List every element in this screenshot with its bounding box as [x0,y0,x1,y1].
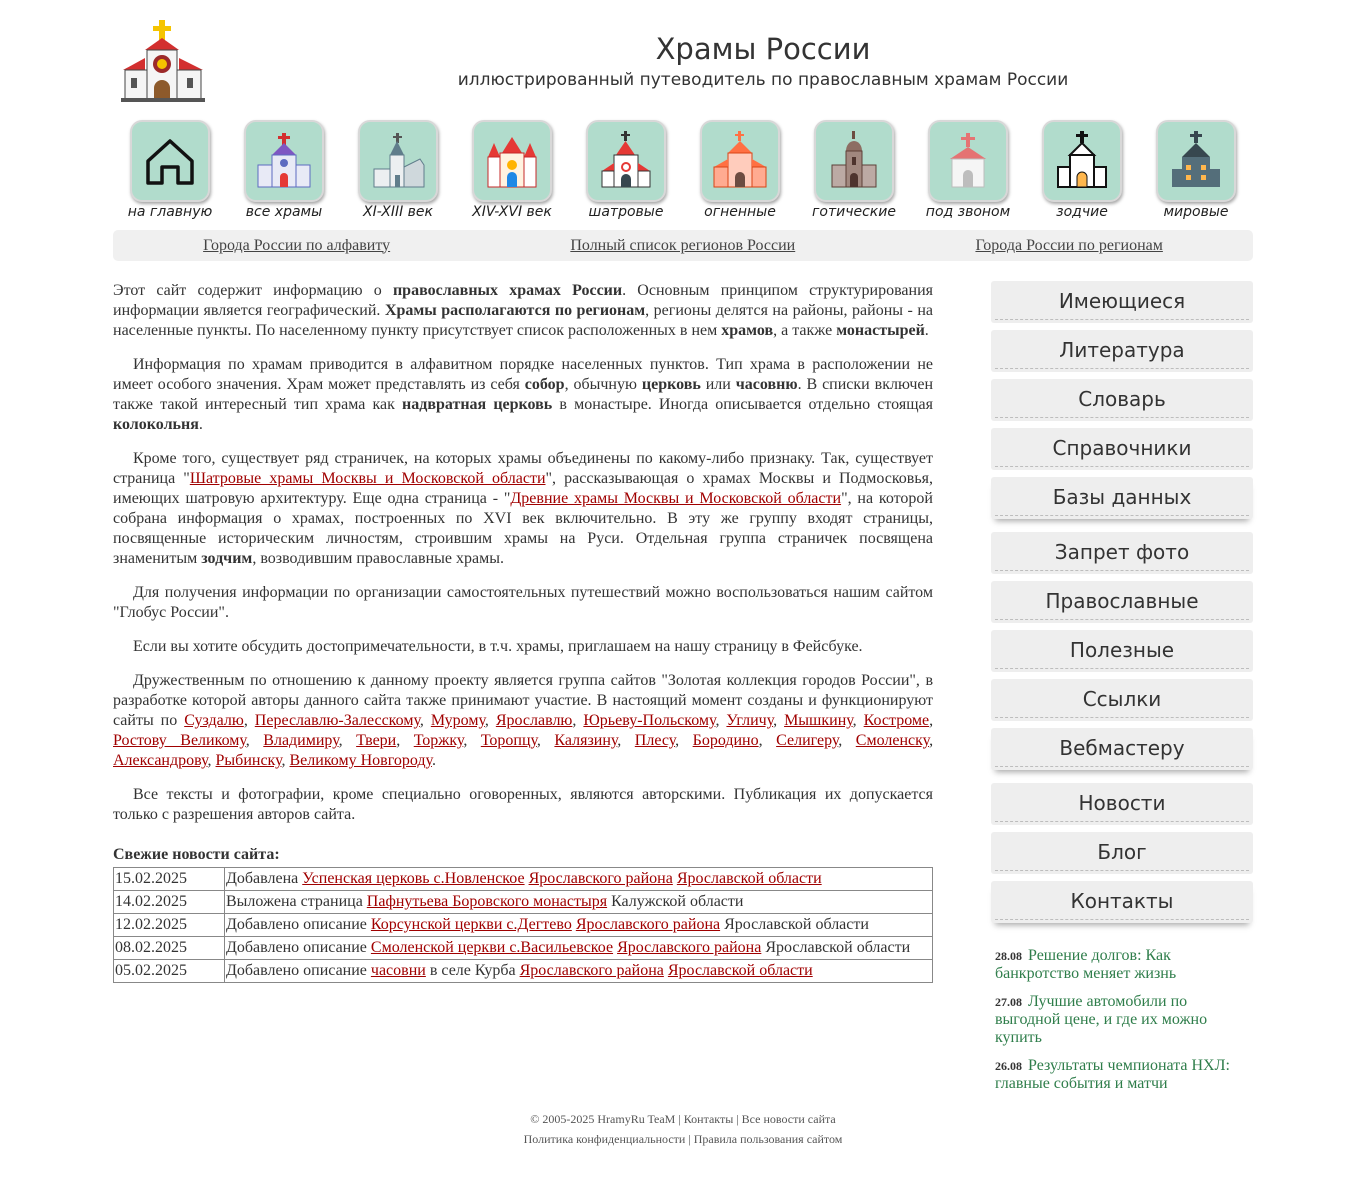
city-link[interactable]: Великому Новгороду [289,752,432,769]
church-icon [366,129,430,193]
nav-tile[interactable] [928,120,1008,202]
text: Этот сайт содержит информацию о [113,282,393,299]
news-text [225,960,933,983]
partner-sites-paragraph [113,671,933,771]
text: . В списки включен также такой интересный тип храма как [113,376,934,413]
home-icon [138,129,202,193]
news-text [225,914,933,937]
city-link[interactable]: Торопцу [480,732,537,749]
sidebar-item-contacts[interactable]: Контакты [991,881,1253,923]
news-link[interactable]: Пафнутьева Боровского монастыря [366,893,608,910]
copyright-paragraph: Все тексты и фотографии, кроме специально оговоренных, являются авторскими. Публикация их допускается только с разрешения авторов сайта. [113,786,933,823]
separator: , [463,732,481,749]
text: . [924,322,929,339]
nav-label: огненные [704,204,776,220]
text: . [198,416,203,433]
separator: , [617,732,635,749]
news-link[interactable]: Ярославского района [528,870,673,887]
nav-label: на главную [127,204,213,220]
text: Информация по храмам приводится в алфавитном порядке населенных пунктов. Тип храма в расположении не имеет особого значения. Храм может представлять из себя [113,356,933,393]
city-link[interactable]: Переславлю-Залесскому [254,712,420,729]
nav-tile[interactable] [1156,120,1236,202]
nav-tile[interactable] [358,120,438,202]
text: Кроме того, существует ряд страничек, на которых храмы объединены по какому-либо признаку. Так, существует страница " [113,450,933,487]
bold-text: часовню [735,376,798,393]
site-subtitle: иллюстрированный путеводитель по православным храмам России [457,70,1069,90]
city-link[interactable]: Юрьеву-Польскому [583,712,716,729]
nav-fiery[interactable] [683,120,797,230]
separator: , [419,712,431,729]
church-icon [822,129,886,193]
city-link[interactable]: Мышкину [784,712,853,729]
city-link[interactable]: Калязину [554,732,618,749]
sidebar-ads [991,947,1253,1093]
news-row [114,891,933,914]
footer-privacy-link[interactable]: Политика конфиденциальности [523,1132,686,1146]
icon-nav [113,110,1253,230]
nav-home[interactable] [113,120,227,230]
bold-text: монастырей [836,322,925,339]
news-link[interactable]: Ярославской области [667,962,813,979]
news-row [114,914,933,937]
sidebar-item-available[interactable]: Имеющиеся [991,281,1253,323]
text: Калужской области [607,893,744,910]
footer-terms-link[interactable]: Правила пользования сайтом [693,1132,843,1146]
footer [113,1109,1253,1149]
separator: , [338,732,357,749]
city-link[interactable]: Мурому [430,712,485,729]
city-link[interactable]: Ростову Великому [113,732,246,749]
groups-paragraph [113,449,933,569]
city-link[interactable]: Смоленску [855,732,930,749]
text: , регионы делятся на районы, районы - на населенные пункты. По населенному пункту присутствует список расположенных в нем [113,302,934,339]
bold-text: зодчим [201,550,253,567]
nav-world[interactable] [1139,120,1253,230]
news-date: 12.02.2025 [114,914,225,937]
separator: | [733,1112,742,1126]
link-all-regions[interactable]: Полный список регионов России [570,236,796,254]
site-header [113,0,1253,110]
text: Добавлено описание [226,939,371,956]
separator: , [207,752,216,769]
link-tented-churches[interactable]: Шатровые храмы Москвы и Московской области [189,470,546,487]
sidebar-item-webmaster[interactable]: Вебмастеру [991,728,1253,770]
nav-label: под звоном [925,204,1011,220]
bold-text: храмов [721,322,774,339]
news-row [114,960,933,983]
nav-tile[interactable] [244,120,324,202]
ad-item [995,993,1253,1047]
ad-link[interactable]: Результаты чемпионата НХЛ: главные события и матчи [995,1057,1230,1092]
city-link[interactable]: Александрову [113,752,208,769]
city-link[interactable]: Костроме [863,712,930,729]
nav-bell[interactable] [911,120,1025,230]
separator: , [675,732,693,749]
sidebar-item-news[interactable]: Новости [991,783,1253,825]
nav-label: готические [812,204,896,220]
city-link[interactable]: Владимиру [263,732,339,749]
text: Добавлена [226,870,303,887]
text: Дружественным по отношению к данному проекту является группа сайтов "Золотая коллекция городов России", в разработке которой авторы данного сайта также принимают участие. В настоящий момент созданы и функционируют сайты по [113,672,933,729]
footer-all-news-link[interactable]: Все новости сайта [741,1112,836,1126]
nav-all-churches[interactable] [227,120,341,230]
sidebar-item-links[interactable]: Ссылки [991,679,1253,721]
separator: , [536,732,555,749]
separator: , [838,732,856,749]
text: Выложена страница [226,893,367,910]
church-logo-icon[interactable] [121,18,205,102]
sidebar [991,281,1253,1103]
bold-text: собор [524,376,565,393]
text: ", рассказывающая о храмах Москвы и Подмосковья, имеющих шатровую архитектуру. Еще одна страница - " [113,470,934,507]
ad-date: 26.08 [995,1059,1022,1073]
nav-tile[interactable] [472,120,552,202]
news-link[interactable]: Смоленской церкви с.Васильевское [370,939,614,956]
news-table [113,867,933,983]
nav-label: XI-XIII век [362,204,434,220]
ad-item [995,947,1253,983]
nav-tile[interactable] [1042,120,1122,202]
bold-text: колокольня [113,416,199,433]
city-link[interactable]: Ярославлю [495,712,573,729]
footer-line-1 [113,1109,1253,1129]
site-title: Храмы России [655,32,871,66]
link-cities-alphabet[interactable]: Города России по алфавиту [203,236,391,254]
sidebar-item-references[interactable]: Справочники [991,428,1253,470]
city-link[interactable]: Плесу [634,732,676,749]
text: . Основным принципом структурирования информации является географический. [113,282,933,319]
city-link[interactable]: Торжку [413,732,464,749]
text: Добавлено описание [226,916,371,933]
main [113,281,1253,1103]
text: Добавлено описание [226,962,371,979]
text: в монастыре. Иногда описывается отдельно стоящая [552,396,933,413]
nav-tented[interactable] [569,120,683,230]
facebook-paragraph: Если вы хотите обсудить достопримечательности, в т.ч. храмы, приглашаем на нашу страницу в Фейсбуке. [133,638,863,655]
separator: , [572,712,584,729]
ad-link[interactable]: Лучшие автомобили по выгодной цене, и где их можно купить [995,993,1208,1046]
news-date: 15.02.2025 [114,868,225,891]
city-link[interactable]: Суздалю [184,712,244,729]
sidebar-item-blog[interactable]: Блог [991,832,1253,874]
news-row [114,937,933,960]
news-title: Свежие новости сайта: [113,846,280,863]
text: ", на которой собрана информация о храмах, построенных по XVI век включительно. В эту же группу входят страницы, посвященные историческим личностям, строившим храмы на Руси. Отдельная группа страничек посвящена знаменитым [113,490,933,567]
sidebar-item-dictionary[interactable]: Словарь [991,379,1253,421]
news-row [114,868,933,891]
separator: | [675,1112,684,1126]
news-link[interactable]: Ярославской области [676,870,822,887]
news-date: 05.02.2025 [114,960,225,983]
news-text [225,891,933,914]
nav-tile[interactable] [130,120,210,202]
nav-gothic[interactable] [797,120,911,230]
city-link[interactable]: Рыбинску [215,752,282,769]
separator: , [929,712,934,729]
link-ancient-churches[interactable]: Древние храмы Москвы и Московской области [510,490,842,507]
city-link[interactable]: Твери [356,732,397,749]
text: , а также [773,322,837,339]
separator: , [773,712,785,729]
sidebar-item-photo-ban[interactable]: Запрет фото [991,532,1253,574]
church-icon [936,129,1000,193]
church-icon [480,129,544,193]
content [113,281,933,1103]
nav-tile[interactable] [700,120,780,202]
news-date: 08.02.2025 [114,937,225,960]
nav-label: шатровые [588,204,664,220]
news-link[interactable]: Корсунской церкви с.Дегтево [370,916,572,933]
ad-link[interactable]: Решение долгов: Как банкротство меняет жизнь [995,947,1177,982]
church-icon [252,129,316,193]
news-link[interactable]: Успенская церковь с.Новленское [302,870,525,887]
separator: , [929,732,934,749]
bold-text: надвратная церковь [402,396,553,413]
intro-paragraph [113,281,933,341]
sidebar-group-info [991,783,1253,923]
separator: | [685,1132,694,1146]
text: , возводившим православные храмы. [252,550,504,567]
sidebar-item-orthodox[interactable]: Православные [991,581,1253,623]
news-text [225,868,933,891]
separator: , [852,712,864,729]
church-icon [594,129,658,193]
news-link[interactable]: Ярославского района [575,916,721,933]
news-link[interactable]: Ярославского района [617,939,762,956]
separator: , [758,732,777,749]
news-link[interactable]: Ярославского района [519,962,664,979]
separator: , [715,712,727,729]
church-icon [1050,129,1114,193]
news-text [225,937,933,960]
bold-text: православных храмах России [392,282,623,299]
sidebar-group-secondary [991,532,1253,770]
church-icon [1164,129,1228,193]
separator: , [243,712,255,729]
sidebar-group-main [991,281,1253,519]
city-link[interactable]: Бородино [692,732,759,749]
text: , обычную [564,376,642,393]
sidebar-item-databases[interactable]: Базы данных [991,477,1253,519]
nav-label: все храмы [245,204,323,220]
ad-date: 27.08 [995,995,1022,1009]
bold-text: церковь [641,376,701,393]
nav-label: мировые [1163,204,1229,220]
separator: , [281,752,290,769]
link-cities-by-region[interactable]: Города России по регионам [975,236,1163,254]
city-link[interactable]: Селигеру [776,732,839,749]
ad-date: 28.08 [995,949,1022,963]
text: Ярославской области [761,939,911,956]
nav-label: зодчие [1056,204,1108,220]
footer-contacts-link[interactable]: Контакты [683,1112,734,1126]
separator: , [396,732,414,749]
separator: , [245,732,264,749]
nav-tile[interactable] [586,120,666,202]
text: или [700,376,736,393]
sidebar-item-useful[interactable]: Полезные [991,630,1253,672]
sidebar-item-literature[interactable]: Литература [991,330,1253,372]
nav-architects[interactable] [1025,120,1139,230]
text: Ярославской области [720,916,869,933]
nav-xiv-xvi[interactable] [455,120,569,230]
travel-paragraph: Для получения информации по организации самостоятельных путешествий можно воспользоваться нашим сайтом "Глобус России". [113,584,933,621]
ad-item [995,1057,1253,1093]
news-link[interactable]: часовни [370,962,426,979]
city-link[interactable]: Угличу [726,712,774,729]
text: . [431,752,436,769]
city-links-bar [113,230,1253,261]
copyright: © 2005-2025 HramyRu TeaM [530,1112,676,1126]
page [113,0,1253,1149]
types-paragraph [113,355,933,435]
nav-tile[interactable] [814,120,894,202]
news-date: 14.02.2025 [114,891,225,914]
church-icon [708,129,772,193]
text: в селе Курба [425,962,520,979]
nav-xi-xiii[interactable] [341,120,455,230]
footer-line-2 [113,1129,1253,1149]
nav-label: XIV-XVI век [472,204,552,220]
separator: , [484,712,496,729]
bold-text: Храмы располагаются по регионам [384,302,646,319]
city-links [113,712,933,769]
